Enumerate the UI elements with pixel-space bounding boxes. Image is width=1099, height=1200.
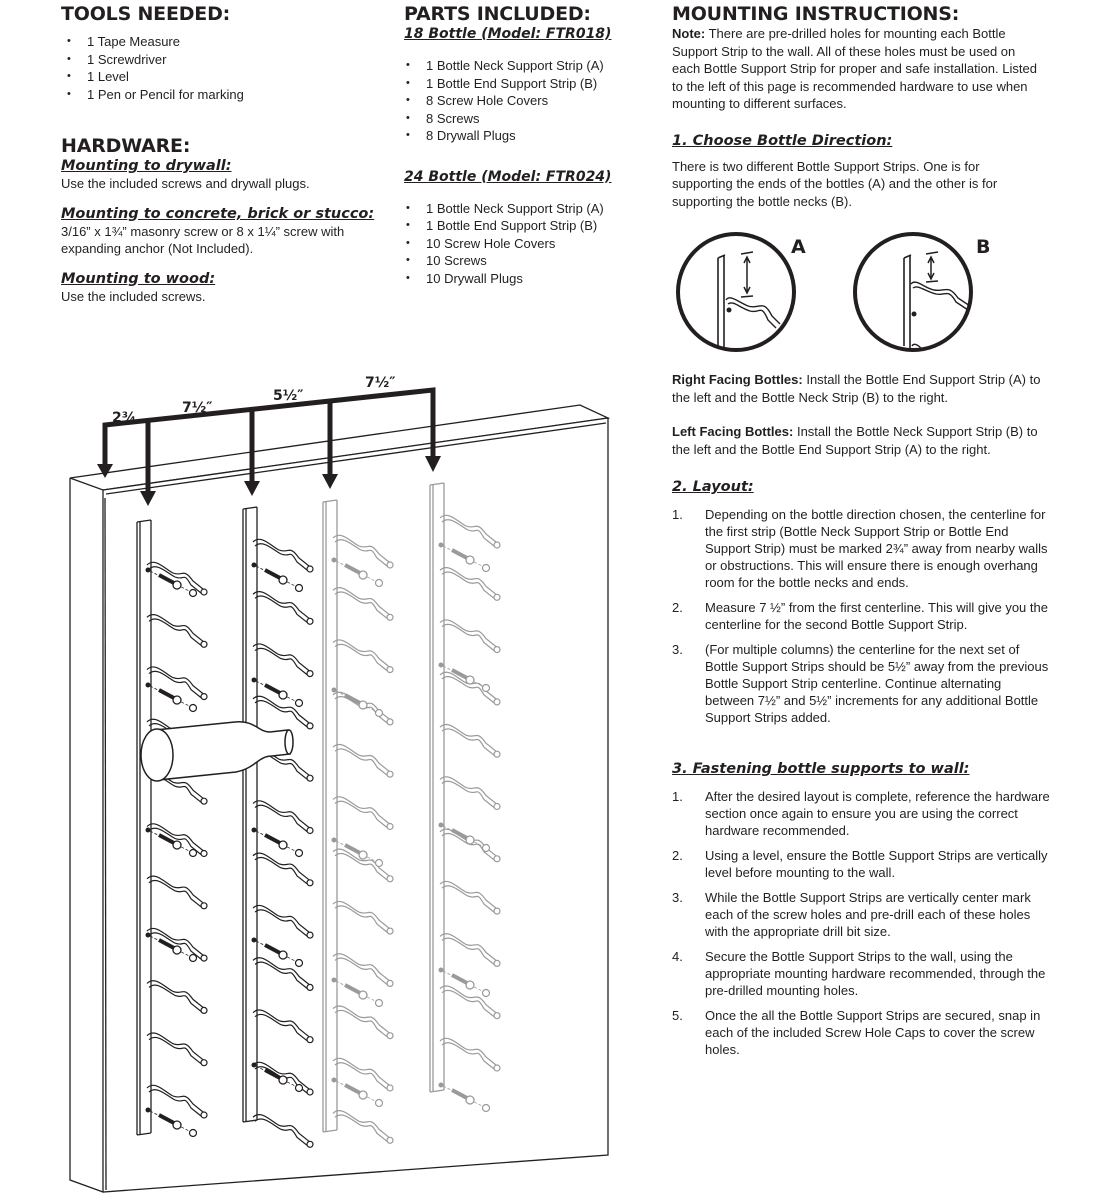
step1-heading: 1. Choose Bottle Direction: <box>672 132 893 149</box>
list-item <box>672 1007 1050 1058</box>
rod-end <box>307 828 313 834</box>
note-label: Note: <box>672 26 706 41</box>
list-item: • 1 Tape Measure <box>61 33 244 51</box>
instructions-note <box>672 25 1047 113</box>
rod-end <box>387 667 393 673</box>
rod-end <box>387 1137 393 1143</box>
dimension-label: 7½″ <box>365 375 396 391</box>
rod-end <box>201 1007 207 1013</box>
note-text: There are pre-drilled holes for mounting each Bottle Support Strip to the wall. All of these holes must be used on each Bottle Support Strip for proper and safe installation. Listed to the left of this page is recommended hardware to use when mounting to different surfaces. <box>672 26 1037 111</box>
hardware-concrete-heading: Mounting to concrete, brick or stucco: <box>61 205 375 222</box>
step-text: (For multiple columns) the centerline for the next set of Bottle Support Strips should be 5½” away from the previous Bottle Support Strip centerline. Continue alternating between 7½” and 5½” increments for any additional Bottle Support Strips added. <box>705 642 1049 725</box>
detail-a-illustration <box>678 234 794 350</box>
parts-section <box>404 3 611 287</box>
tools-section <box>61 3 244 103</box>
rod-end <box>307 880 313 886</box>
list-item: • 1 Level <box>61 68 244 86</box>
fastening-section <box>672 760 1050 1066</box>
rod-end <box>387 719 393 725</box>
list-item: • 1 Screwdriver <box>61 51 244 69</box>
hardware-drywall-heading: Mounting to drywall: <box>61 158 232 174</box>
detail-a-label: A <box>791 236 806 258</box>
rod-end <box>387 980 393 986</box>
rod-end <box>494 699 500 705</box>
wall-layout-diagram <box>0 360 620 1200</box>
step-text: Using a level, ensure the Bottle Support Strips are vertically level before mounting to the wall. <box>705 848 1048 880</box>
rod-end <box>307 618 313 624</box>
list-item <box>672 599 1050 633</box>
rod-end <box>494 856 500 862</box>
rod-end <box>201 955 207 961</box>
list-item <box>672 641 1050 726</box>
rod-end <box>201 1060 207 1066</box>
hardware-concrete-text: 3/16” x 1¾” masonry screw or 8 x 1¼” screw with expanding anchor (Not Included). <box>61 223 345 256</box>
rod-end <box>387 876 393 882</box>
parts-title: PARTS INCLUDED: <box>404 3 591 25</box>
rod-end <box>307 1141 313 1147</box>
model-18-heading: 18 Bottle (Model: FTR018) <box>404 26 612 42</box>
step-number: 1. <box>672 789 683 804</box>
rod-end <box>494 594 500 600</box>
step-text: Depending on the bottle direction chosen, the centerline for the first strip (Bottle Neck Support Strip or Bottle End Support Strip) must be marked 2¾” away from nearby walls or obstructions. This will ensure there is enough overhang room for the bottle necks and ends. <box>705 507 1048 590</box>
list-item: • 10 Screws <box>400 252 611 270</box>
tools-title: TOOLS NEEDED: <box>61 3 231 25</box>
step-number: 4. <box>672 949 683 964</box>
step1-text: There is two different Bottle Support Strips. One is for supporting the ends of the bottles (A) and the other is for supporting the bottle necks (B). <box>672 158 998 209</box>
step-text: Measure 7 ½” from the first centerline. This will give you the centerline for the second Bottle Support Strip. <box>705 600 1048 632</box>
rod-end <box>387 614 393 620</box>
rod-end <box>494 751 500 757</box>
rod-end <box>494 804 500 810</box>
list-item: • 8 Screws <box>400 110 611 128</box>
list-item: • 10 Drywall Plugs <box>400 270 611 288</box>
left-facing-text: Install the Bottle Neck Support Strip (B) to the left and the Bottle End Support Strip (A) to the right. <box>672 424 1038 457</box>
step-number: 1. <box>672 507 683 522</box>
rod-end <box>387 1033 393 1039</box>
rod-end <box>307 566 313 572</box>
step-text: After the desired layout is complete, reference the hardware section once again to ensure you are using the correct hardware recommended. <box>705 789 1050 838</box>
tools-list <box>61 33 244 103</box>
hardware-wood-heading: Mounting to wood: <box>61 270 216 287</box>
bottle-direction-details <box>668 228 1008 368</box>
left-facing-label: Left Facing Bottles: <box>672 424 794 439</box>
rod-end <box>387 562 393 568</box>
rod-end <box>307 775 313 781</box>
detail-b-label: B <box>976 236 991 258</box>
rod-end <box>201 694 207 700</box>
rod-end <box>201 798 207 804</box>
step-text: Once the all the Bottle Support Strips are secured, snap in each of the included Screw Hole Caps to cover the screw holes. <box>705 1008 1041 1057</box>
dimension-label: 2¾ <box>112 410 137 426</box>
rod-end <box>494 542 500 548</box>
step-number: 5. <box>672 1008 683 1023</box>
right-facing-text: Install the Bottle End Support Strip (A) to the left and the Bottle Neck Strip (B) to the right. <box>672 372 1041 405</box>
list-item: • 1 Bottle Neck Support Strip (A) <box>400 57 611 75</box>
step-number: 3. <box>672 642 683 657</box>
list-item: • 1 Bottle Neck Support Strip (A) <box>400 200 611 218</box>
left-facing-note <box>672 423 1052 458</box>
rod-end <box>307 984 313 990</box>
right-facing-note <box>672 371 1052 406</box>
rod-end <box>494 1013 500 1019</box>
list-item: • 1 Bottle End Support Strip (B) <box>400 75 611 93</box>
instructions-title: MOUNTING INSTRUCTIONS: <box>672 3 960 25</box>
step2-heading: 2. Layout: <box>672 479 754 495</box>
fastening-steps <box>672 788 1050 1058</box>
hardware-section <box>61 135 391 305</box>
rod-end <box>387 824 393 830</box>
list-item <box>672 948 1050 999</box>
rod-end <box>307 1037 313 1043</box>
layout-steps <box>672 506 1050 726</box>
list-item: • 1 Bottle End Support Strip (B) <box>400 217 611 235</box>
rod-end <box>494 1065 500 1071</box>
list-item: • 8 Screw Hole Covers <box>400 92 611 110</box>
hardware-title: HARDWARE: <box>61 135 191 157</box>
rod-end <box>307 1089 313 1095</box>
list-item <box>672 889 1050 940</box>
list-item: • 1 Pen or Pencil for marking <box>61 86 244 104</box>
rod-end <box>387 1085 393 1091</box>
rod-end <box>387 771 393 777</box>
step-text: While the Bottle Support Strips are vertically center mark each of the screw holes and pre-drill each of these holes with the appropriate drill bit size. <box>705 890 1031 939</box>
rod-end <box>201 641 207 647</box>
layout-section <box>672 478 1050 734</box>
rod-end <box>201 903 207 909</box>
detail-b-illustration <box>855 234 971 350</box>
model-18-list <box>400 57 611 145</box>
step-number: 2. <box>672 600 683 615</box>
list-item <box>672 788 1050 839</box>
right-facing-label: Right Facing Bottles: <box>672 372 803 387</box>
rod-end <box>201 1112 207 1118</box>
list-item <box>672 847 1050 881</box>
rod-end <box>201 589 207 595</box>
rod-end <box>494 960 500 966</box>
dimension-label: 7½″ <box>182 400 213 416</box>
hardware-drywall-text: Use the included screws and drywall plugs. <box>61 176 310 191</box>
hardware-wood-text: Use the included screws. <box>61 288 206 304</box>
instructions-section <box>672 3 1054 210</box>
model-24-heading: 24 Bottle (Model: FTR024) <box>404 168 612 185</box>
step-number: 2. <box>672 848 683 863</box>
step-text: Secure the Bottle Support Strips to the wall, using the appropriate mounting hardware recommended, through the pre-drilled mounting holes. <box>705 949 1046 998</box>
rod-end <box>494 647 500 653</box>
list-item <box>672 506 1050 591</box>
list-item: • 8 Drywall Plugs <box>400 127 611 145</box>
step3-heading: 3. Fastening bottle supports to wall: <box>672 761 970 777</box>
rod-end <box>387 928 393 934</box>
facing-notes <box>672 371 1052 458</box>
dimension-label: 5½″ <box>273 388 304 404</box>
list-item: • 10 Screw Hole Covers <box>400 235 611 253</box>
model-24-list <box>400 200 611 288</box>
rod-end <box>307 671 313 677</box>
rod-end <box>307 723 313 729</box>
rod-end <box>494 908 500 914</box>
step-number: 3. <box>672 890 683 905</box>
rod-end <box>307 932 313 938</box>
rod-end <box>201 851 207 857</box>
